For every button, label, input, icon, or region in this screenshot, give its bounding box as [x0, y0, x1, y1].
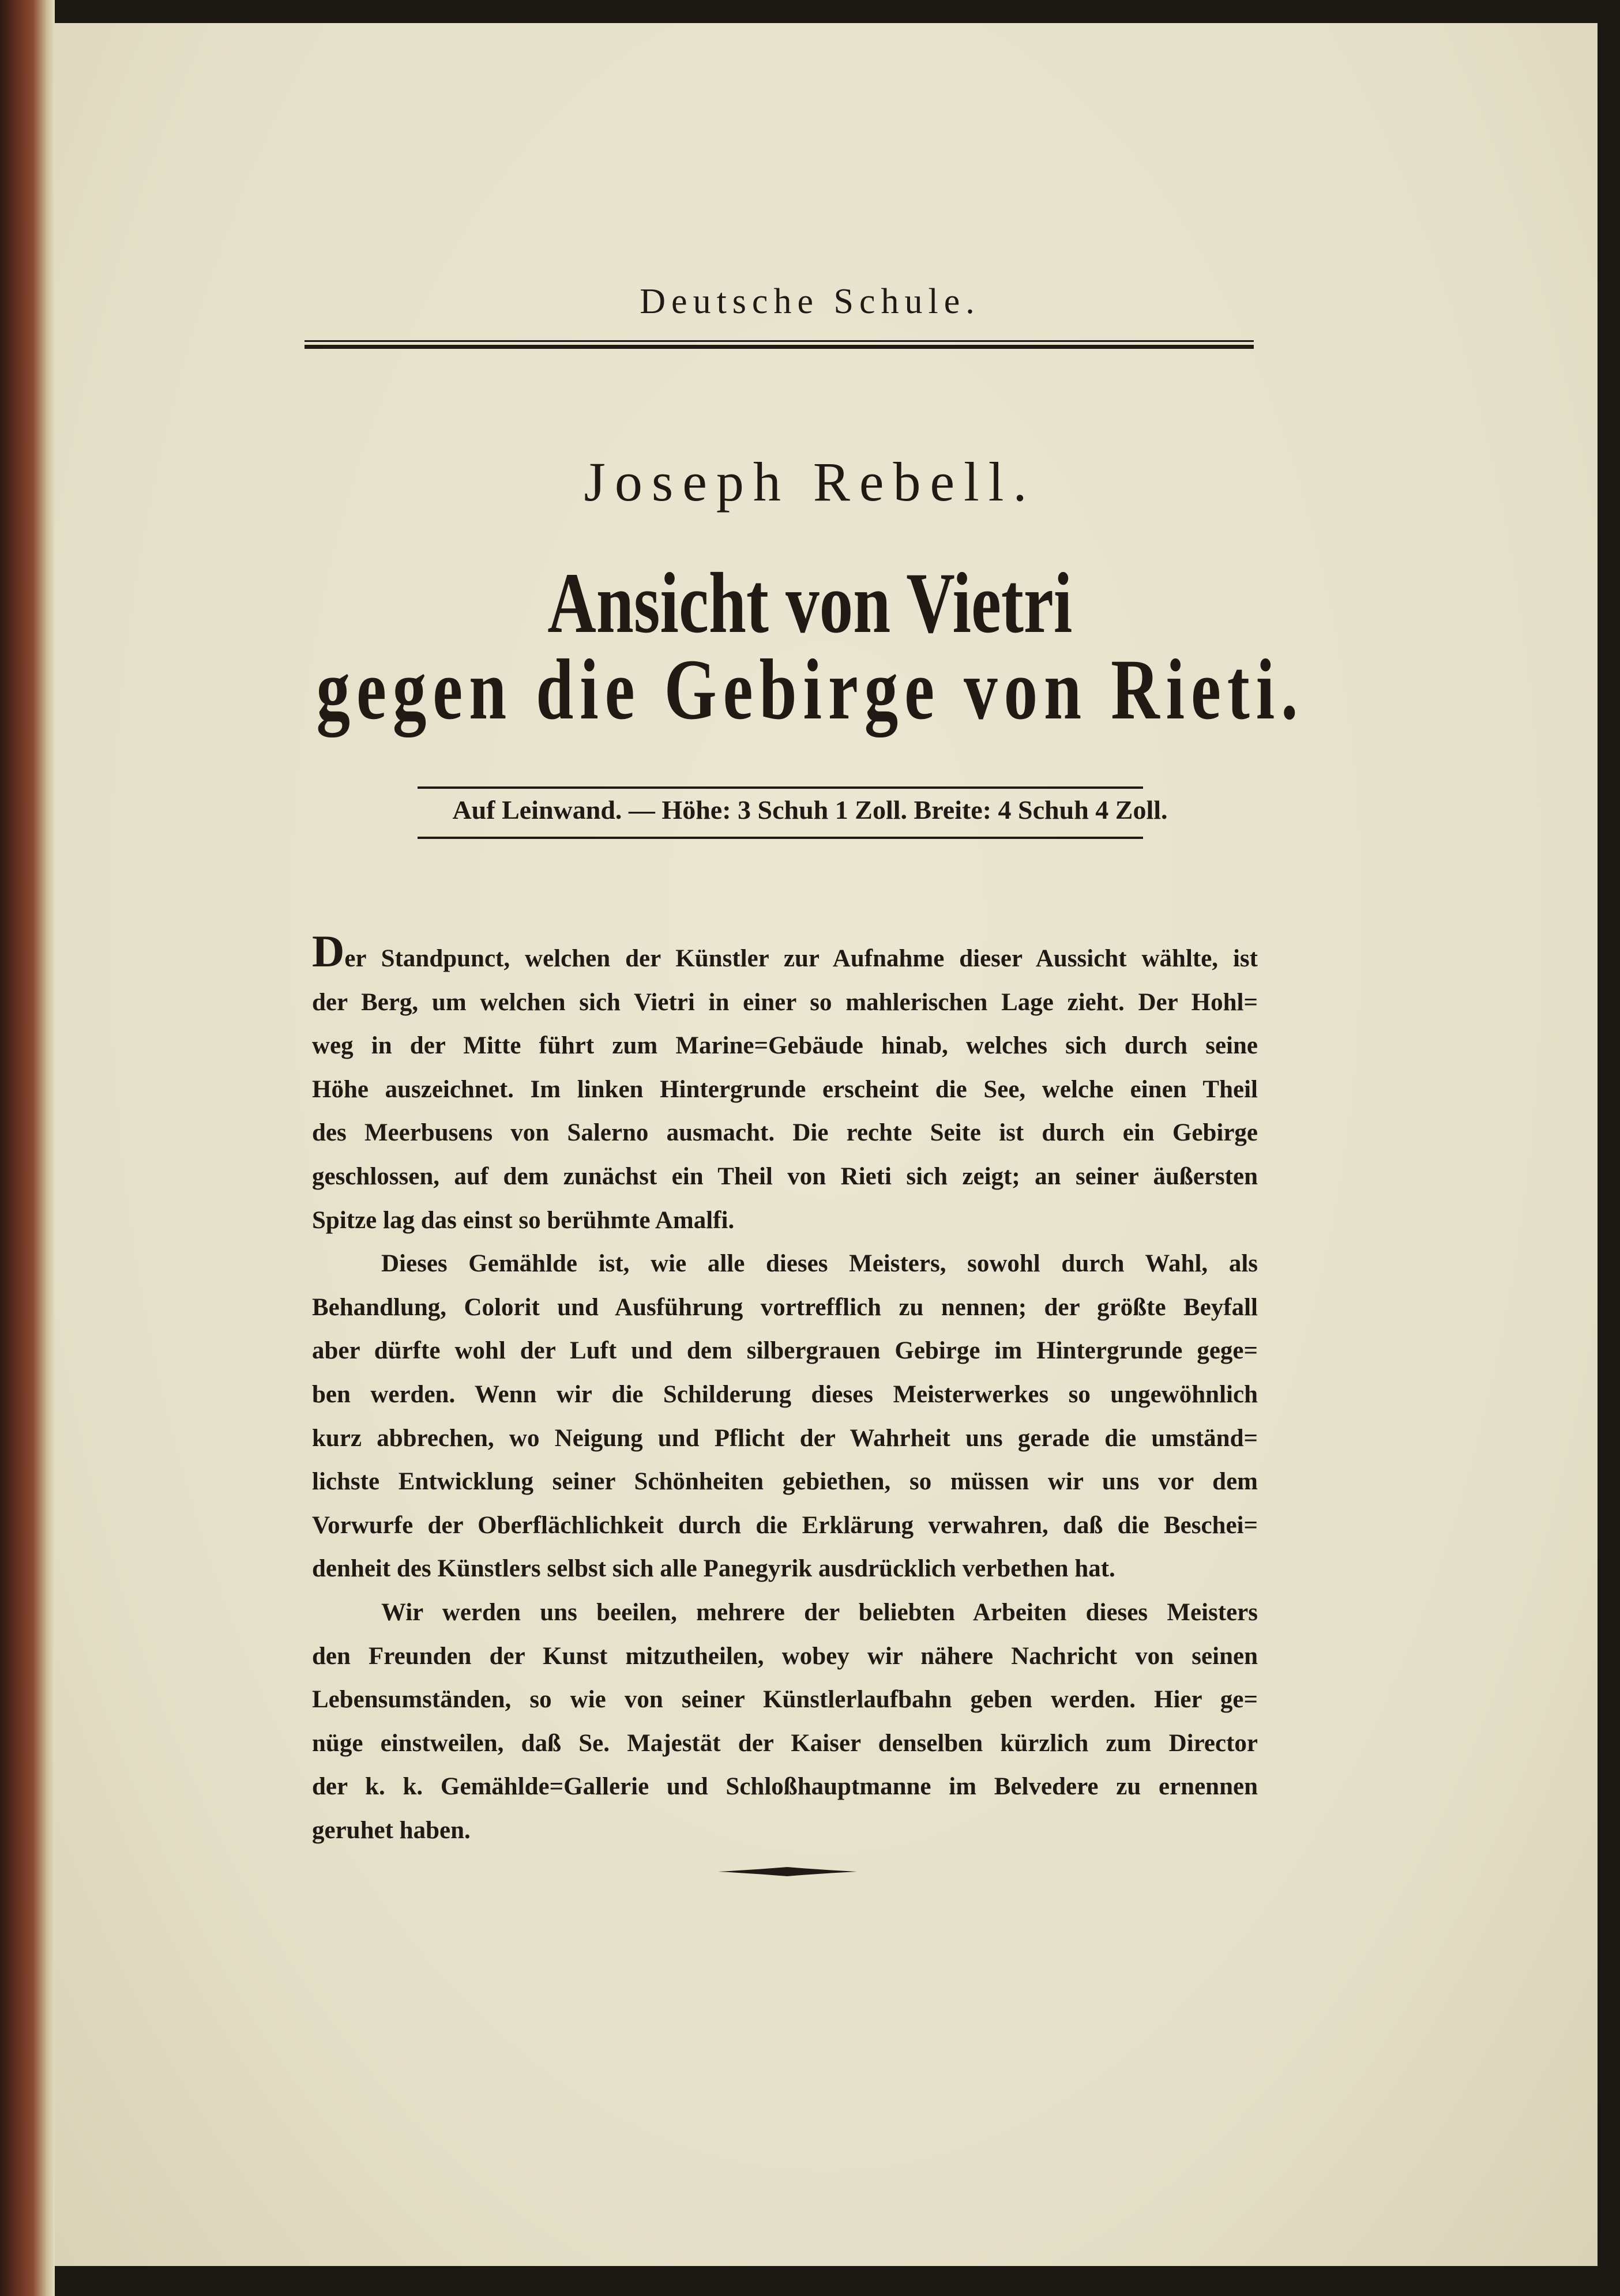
end-ornament-icon	[718, 1866, 857, 1877]
text-line: Lebensumständen, so wie von seiner Künstlerlaufbahn geben werden. Hier ge=	[312, 1686, 1258, 1714]
text-line: Dieses Gemählde ist, wie alle dieses Meisters, sowohl durch Wahl, als	[381, 1250, 1258, 1278]
text-line: Spitze lag das einst so berühmte Amalfi.	[312, 1206, 735, 1234]
text-line: kurz abbrechen, wo Neigung und Pflicht der Wahrheit uns gerade die umständ=	[312, 1424, 1258, 1452]
header-rule-thin	[305, 340, 1254, 342]
book-spine	[0, 0, 55, 2296]
text-line: des Meerbusens von Salerno ausmacht. Die rechte Seite ist durch ein Gebirge	[312, 1119, 1258, 1147]
body-text	[312, 926, 1258, 1852]
text-line: lichste Entwicklung seiner Schönheiten gebiethen, so müssen wir uns vor dem	[312, 1468, 1258, 1496]
title-line-1	[0, 554, 1620, 653]
artist-name: Joseph Rebell.	[584, 451, 1036, 513]
text-line: geruhet haben.	[312, 1816, 471, 1844]
text-line: der k. k. Gemählde=Gallerie und Schloßhauptmanne im Belvedere zu ernennen	[312, 1773, 1258, 1801]
dims-rule-bottom	[418, 837, 1143, 839]
title-line-2-text: gegen die Gebirge von Rieti.	[316, 642, 1304, 737]
section-heading: Deutsche Schule.	[640, 282, 980, 321]
title-line-1-text: Ansicht von Vietri	[547, 555, 1073, 651]
text-line: Höhe auszeichnet. Im linken Hintergrunde erscheint die See, welche einen Theil	[312, 1075, 1258, 1103]
title-line-2	[0, 640, 1620, 739]
drop-cap: D	[312, 926, 345, 976]
text-line: ben werden. Wenn wir die Schilderung dieses Meisterwerkes so ungewöhnlich	[312, 1380, 1258, 1408]
dims-rule-top	[418, 786, 1143, 789]
dimensions: Auf Leinwand. — Höhe: 3 Schuh 1 Zoll. Breite: 4 Schuh 4 Zoll.	[452, 795, 1168, 825]
text-line-content: er Standpunct, welchen der Künstler zur Aufnahme dieser Aussicht wählte, ist	[344, 945, 1258, 972]
text-line: denheit des Künstlers selbst sich alle Panegyrik ausdrücklich verbethen hat.	[312, 1555, 1115, 1583]
text-line: Wir werden uns beeilen, mehrere der beliebten Arbeiten dieses Meisters	[381, 1598, 1258, 1626]
text-line: nüge einstweilen, daß Se. Majestät der Kaiser denselben kürzlich zum Director	[312, 1729, 1258, 1757]
text-line: geschlossen, auf dem zunächst ein Theil von Rieti sich zeigt; an seiner äußersten	[312, 1162, 1258, 1190]
text-line: aber dürfte wohl der Luft und dem silbergrauen Gebirge im Hintergrunde gege=	[312, 1337, 1258, 1365]
text-line: Behandlung, Colorit und Ausführung vortrefflich zu nennen; der größte Beyfall	[312, 1293, 1258, 1321]
text-line: weg in der Mitte führt zum Marine=Gebäude hinab, welches sich durch seine	[312, 1032, 1258, 1060]
header-rule-thick	[305, 345, 1254, 349]
text-line	[312, 926, 1258, 981]
text-line: Vorwurfe der Oberflächlichkeit durch die Erklärung verwahren, daß die Beschei=	[312, 1511, 1258, 1539]
text-line: der Berg, um welchen sich Vietri in einer so mahlerischen Lage zieht. Der Hohl=	[312, 988, 1258, 1016]
text-line: den Freunden der Kunst mitzutheilen, wobey wir nähere Nachricht von seinen	[312, 1642, 1258, 1670]
